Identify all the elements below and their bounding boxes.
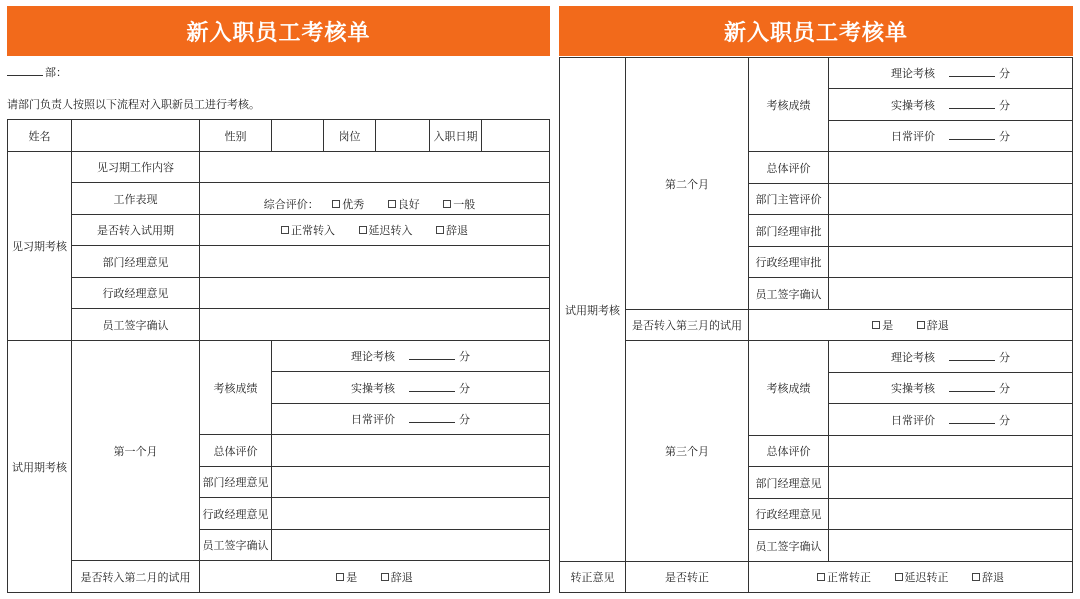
checkbox-icon	[336, 573, 344, 581]
month1-daily-row	[272, 404, 550, 435]
month2-dept-mgr-approve-label: 部门经理审批	[749, 215, 829, 247]
transfer-dismiss-option[interactable]: 辞退	[436, 224, 468, 237]
left-assessment-table	[7, 119, 550, 593]
month3-dept-mgr-label: 部门经理意见	[749, 467, 829, 499]
month2-scores-label: 考核成绩	[749, 58, 829, 152]
daily-score-field[interactable]	[949, 130, 995, 140]
month3-overall-field[interactable]	[829, 436, 1073, 467]
unit-label: 分	[999, 130, 1010, 143]
month3-admin-mgr-field[interactable]	[829, 499, 1073, 530]
checkbox-icon	[872, 321, 880, 329]
month2-practical-row	[829, 89, 1073, 121]
month3-label: 第三个月	[626, 341, 749, 562]
overall-rating-label: 综合评价：	[263, 198, 319, 211]
probation-section-label-right: 试用期考核	[560, 58, 626, 562]
unit-label: 分	[459, 413, 470, 426]
month1-practical-row	[272, 372, 550, 404]
gender-field[interactable]	[272, 120, 324, 152]
month3-practical-row	[829, 373, 1073, 404]
unit-label: 分	[999, 413, 1010, 427]
unit-label: 分	[459, 350, 470, 363]
transfer-month2-label: 是否转入第二月的试用	[72, 561, 200, 593]
internship-emp-sign-label: 员工签字确认	[72, 309, 200, 341]
internship-emp-sign-field[interactable]	[200, 309, 550, 341]
month3-dismiss-option[interactable]: 辞退	[917, 319, 949, 332]
right-form-panel	[559, 6, 1073, 584]
month2-theory-row	[829, 58, 1073, 89]
transfer-probation-options	[200, 215, 550, 246]
transfer-month3-options	[749, 310, 1073, 341]
daily-score-field[interactable]	[409, 413, 455, 423]
checkbox-icon	[972, 573, 980, 581]
month2-dismiss-option[interactable]: 辞退	[381, 571, 413, 584]
practical-label: 实操考核	[891, 382, 935, 395]
checkbox-icon	[332, 200, 340, 208]
month3-emp-sign-field[interactable]	[829, 530, 1073, 562]
month3-admin-mgr-label: 行政经理意见	[749, 499, 829, 530]
regularization-label: 转正意见	[560, 562, 626, 593]
daily-score-field[interactable]	[949, 414, 995, 424]
entry-date-field[interactable]	[482, 120, 550, 152]
month3-yes-option[interactable]: 是	[872, 319, 893, 332]
month1-dept-mgr-field[interactable]	[272, 467, 550, 498]
month1-admin-mgr-field[interactable]	[272, 498, 550, 530]
internship-admin-mgr-label: 行政经理意见	[72, 278, 200, 309]
unit-label: 分	[999, 350, 1010, 364]
internship-content-field[interactable]	[200, 152, 550, 183]
month2-yes-option[interactable]: 是	[336, 571, 357, 584]
regular-normal-option[interactable]: 正常转正	[817, 571, 871, 584]
month2-label: 第二个月	[626, 58, 749, 310]
month2-admin-mgr-approve-field[interactable]	[829, 247, 1073, 278]
month2-daily-row	[829, 121, 1073, 152]
month3-theory-row	[829, 341, 1073, 373]
checkbox-icon	[436, 226, 444, 234]
month1-admin-mgr-label: 行政经理意见	[200, 498, 272, 530]
theory-label: 理论考核	[891, 67, 935, 80]
checkbox-icon	[281, 226, 289, 234]
internship-dept-mgr-label: 部门经理意见	[72, 246, 200, 278]
probation-section-label: 试用期考核	[8, 341, 72, 593]
theory-score-field[interactable]	[409, 350, 455, 360]
regularization-question: 是否转正	[626, 562, 749, 593]
checkbox-icon	[817, 573, 825, 581]
month2-emp-sign-field[interactable]	[829, 278, 1073, 310]
month2-dept-supervisor-label: 部门主管评价	[749, 184, 829, 215]
internship-admin-mgr-field[interactable]	[200, 278, 550, 309]
practical-score-field[interactable]	[949, 382, 995, 392]
right-form-title: 新入职员工考核单	[559, 6, 1073, 56]
department-label: 部：	[45, 66, 67, 79]
position-field[interactable]	[376, 120, 430, 152]
internship-section-label: 见习期考核	[8, 152, 72, 341]
left-form-title: 新入职员工考核单	[7, 6, 550, 56]
transfer-normal-option[interactable]: 正常转入	[281, 224, 335, 237]
department-blank[interactable]	[7, 75, 43, 76]
rating-good-option[interactable]: 良好	[388, 198, 420, 211]
month1-overall-field[interactable]	[272, 435, 550, 467]
month1-theory-row	[272, 341, 550, 372]
month1-scores-label: 考核成绩	[200, 341, 272, 435]
checkbox-icon	[443, 200, 451, 208]
practical-label: 实操考核	[891, 98, 935, 112]
unit-label: 分	[999, 382, 1010, 395]
transfer-probation-label: 是否转入试用期	[72, 215, 200, 246]
entry-date-label: 入职日期	[430, 120, 482, 152]
theory-label: 理论考核	[351, 350, 395, 363]
regular-dismiss-option[interactable]: 辞退	[972, 571, 1004, 584]
rating-average-option[interactable]: 一般	[443, 198, 475, 211]
month2-overall-field[interactable]	[829, 152, 1073, 184]
month1-overall-label: 总体评价	[200, 435, 272, 467]
checkbox-icon	[917, 321, 925, 329]
checkbox-icon	[388, 200, 396, 208]
practical-score-field[interactable]	[949, 99, 995, 109]
month1-label: 第一个月	[72, 341, 200, 561]
month3-daily-row	[829, 404, 1073, 436]
regularization-options	[749, 562, 1073, 593]
daily-label: 日常评价	[891, 413, 935, 427]
practical-score-field[interactable]	[409, 382, 455, 392]
checkbox-icon	[895, 573, 903, 581]
regular-delay-option[interactable]: 延迟转正	[895, 571, 949, 584]
internship-dept-mgr-field[interactable]	[200, 246, 550, 278]
left-form-panel	[7, 6, 550, 584]
unit-label: 分	[999, 98, 1010, 112]
performance-label: 工作表现	[72, 183, 200, 215]
transfer-delay-option[interactable]: 延迟转入	[359, 224, 413, 237]
position-label: 岗位	[324, 120, 376, 152]
month1-emp-sign-label: 员工签字确认	[200, 530, 272, 561]
name-field[interactable]	[72, 120, 200, 152]
transfer-month2-options	[200, 561, 550, 593]
theory-score-field[interactable]	[949, 351, 995, 361]
month1-emp-sign-field[interactable]	[272, 530, 550, 561]
name-label: 姓名	[8, 120, 72, 152]
month3-emp-sign-label: 员工签字确认	[749, 530, 829, 562]
right-assessment-table	[559, 57, 1073, 593]
checkbox-icon	[381, 573, 389, 581]
unit-label: 分	[459, 381, 470, 395]
theory-label: 理论考核	[891, 350, 935, 364]
internship-content-label: 见习期工作内容	[72, 152, 200, 183]
rating-excellent-option[interactable]: 优秀	[332, 198, 364, 211]
theory-score-field[interactable]	[949, 67, 995, 77]
month2-admin-mgr-approve-label: 行政经理审批	[749, 247, 829, 278]
daily-label: 日常评价	[351, 413, 395, 426]
daily-label: 日常评价	[891, 130, 935, 143]
department-line	[7, 64, 67, 80]
month3-scores-label: 考核成绩	[749, 341, 829, 436]
month1-dept-mgr-label: 部门经理意见	[200, 467, 272, 498]
practical-label: 实操考核	[351, 381, 395, 395]
performance-rating	[200, 183, 550, 215]
unit-label: 分	[999, 67, 1010, 80]
month2-overall-label: 总体评价	[749, 152, 829, 184]
month3-dept-mgr-field[interactable]	[829, 467, 1073, 499]
transfer-month3-label: 是否转入第三月的试用	[626, 310, 749, 341]
month2-dept-supervisor-field[interactable]	[829, 184, 1073, 215]
month3-overall-label: 总体评价	[749, 436, 829, 467]
gender-label: 性别	[200, 120, 272, 152]
month2-emp-sign-label: 员工签字确认	[749, 278, 829, 310]
instruction-text: 请部门负责人按照以下流程对入职新员工进行考核。	[7, 98, 260, 111]
month2-dept-mgr-approve-field[interactable]	[829, 215, 1073, 247]
checkbox-icon	[359, 226, 367, 234]
